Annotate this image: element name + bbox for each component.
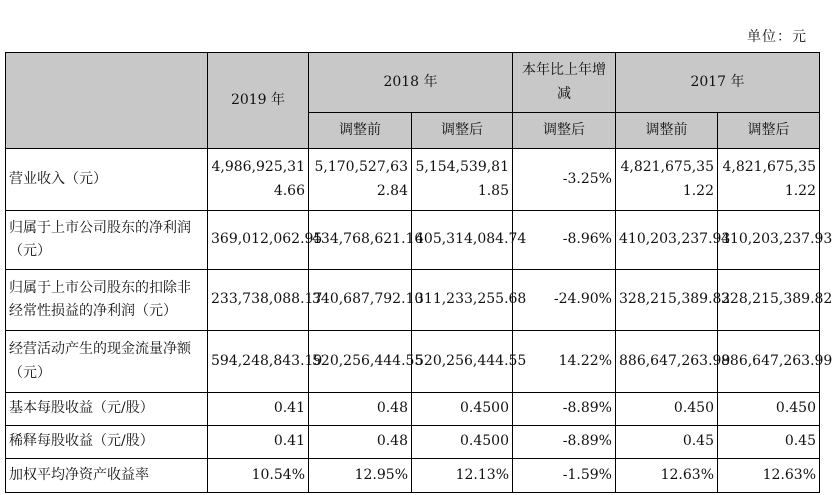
value-cell: 0.450: [718, 393, 820, 426]
header-2019: 2019 年: [208, 53, 309, 149]
unit-label: 单位：元: [747, 29, 807, 45]
value-cell: 886,647,263.99: [616, 331, 718, 393]
value-cell: -8.89%: [513, 393, 616, 426]
value-cell: -8.96%: [513, 211, 616, 270]
table-row: [6, 393, 820, 426]
value-cell: 0.48: [309, 393, 412, 426]
value-cell: 369,012,062.95: [208, 211, 309, 270]
value-cell: 12.63%: [718, 459, 820, 493]
row-label: 归属于上市公司股东的净利润（元）: [6, 211, 208, 270]
value-cell: 0.450: [616, 393, 718, 426]
header-2017-before: 调整前: [616, 113, 718, 149]
table-row: [6, 149, 820, 211]
value-cell: 4,821,675,351.22: [616, 149, 718, 211]
value-cell: 328,215,389.82: [718, 270, 820, 331]
header-2017: 2017 年: [616, 53, 820, 113]
value-cell: 594,248,843.19: [208, 331, 309, 393]
table-row: [6, 211, 820, 270]
header-2018-before: 调整前: [309, 113, 412, 149]
value-cell: 14.22%: [513, 331, 616, 393]
value-cell: 311,233,255.68: [412, 270, 513, 331]
value-cell: 0.45: [616, 426, 718, 459]
row-label: 营业收入（元）: [6, 149, 208, 211]
header-2017-after: 调整后: [718, 113, 820, 149]
value-cell: 5,154,539,811.85: [412, 149, 513, 211]
value-cell: 520,256,444.55: [309, 331, 412, 393]
value-cell: 0.4500: [412, 426, 513, 459]
value-cell: 12.95%: [309, 459, 412, 493]
header-2018-after: 调整后: [412, 113, 513, 149]
value-cell: 0.4500: [412, 393, 513, 426]
table-row: [6, 270, 820, 331]
value-cell: 328,215,389.82: [616, 270, 718, 331]
value-cell: -8.89%: [513, 426, 616, 459]
value-cell: 0.41: [208, 426, 309, 459]
table-row: [6, 426, 820, 459]
value-cell: 233,738,088.17: [208, 270, 309, 331]
value-cell: 4,821,675,351.22: [718, 149, 820, 211]
value-cell: 886,647,263.99: [718, 331, 820, 393]
header-2018: 2018 年: [309, 53, 513, 113]
row-label: 基本每股收益（元/股）: [6, 393, 208, 426]
value-cell: 0.41: [208, 393, 309, 426]
value-cell: -3.25%: [513, 149, 616, 211]
value-cell: 4,986,925,314.66: [208, 149, 309, 211]
header-change: 本年比上年增减: [513, 53, 616, 113]
value-cell: 12.63%: [616, 459, 718, 493]
value-cell: 5,170,527,632.84: [309, 149, 412, 211]
value-cell: 0.45: [718, 426, 820, 459]
value-cell: 405,314,084.74: [412, 211, 513, 270]
row-label: 稀释每股收益（元/股）: [6, 426, 208, 459]
value-cell: -24.90%: [513, 270, 616, 331]
row-label: 归属于上市公司股东的扣除非经常性损益的净利润（元）: [6, 270, 208, 331]
table-row: [6, 331, 820, 393]
row-label: 经营活动产生的现金流量净额（元）: [6, 331, 208, 393]
row-label: 加权平均净资产收益率: [6, 459, 208, 493]
table-row: [6, 459, 820, 493]
value-cell: -1.59%: [513, 459, 616, 493]
value-cell: 10.54%: [208, 459, 309, 493]
value-cell: 410,203,237.93: [616, 211, 718, 270]
value-cell: 410,203,237.93: [718, 211, 820, 270]
header-change-after: 调整后: [513, 113, 616, 149]
value-cell: 12.13%: [412, 459, 513, 493]
value-cell: 340,687,792.10: [309, 270, 412, 331]
header-corner-cell: [6, 53, 208, 149]
value-cell: 520,256,444.55: [412, 331, 513, 393]
value-cell: 434,768,621.16: [309, 211, 412, 270]
financial-summary-table: [5, 52, 832, 493]
value-cell: 0.48: [309, 426, 412, 459]
